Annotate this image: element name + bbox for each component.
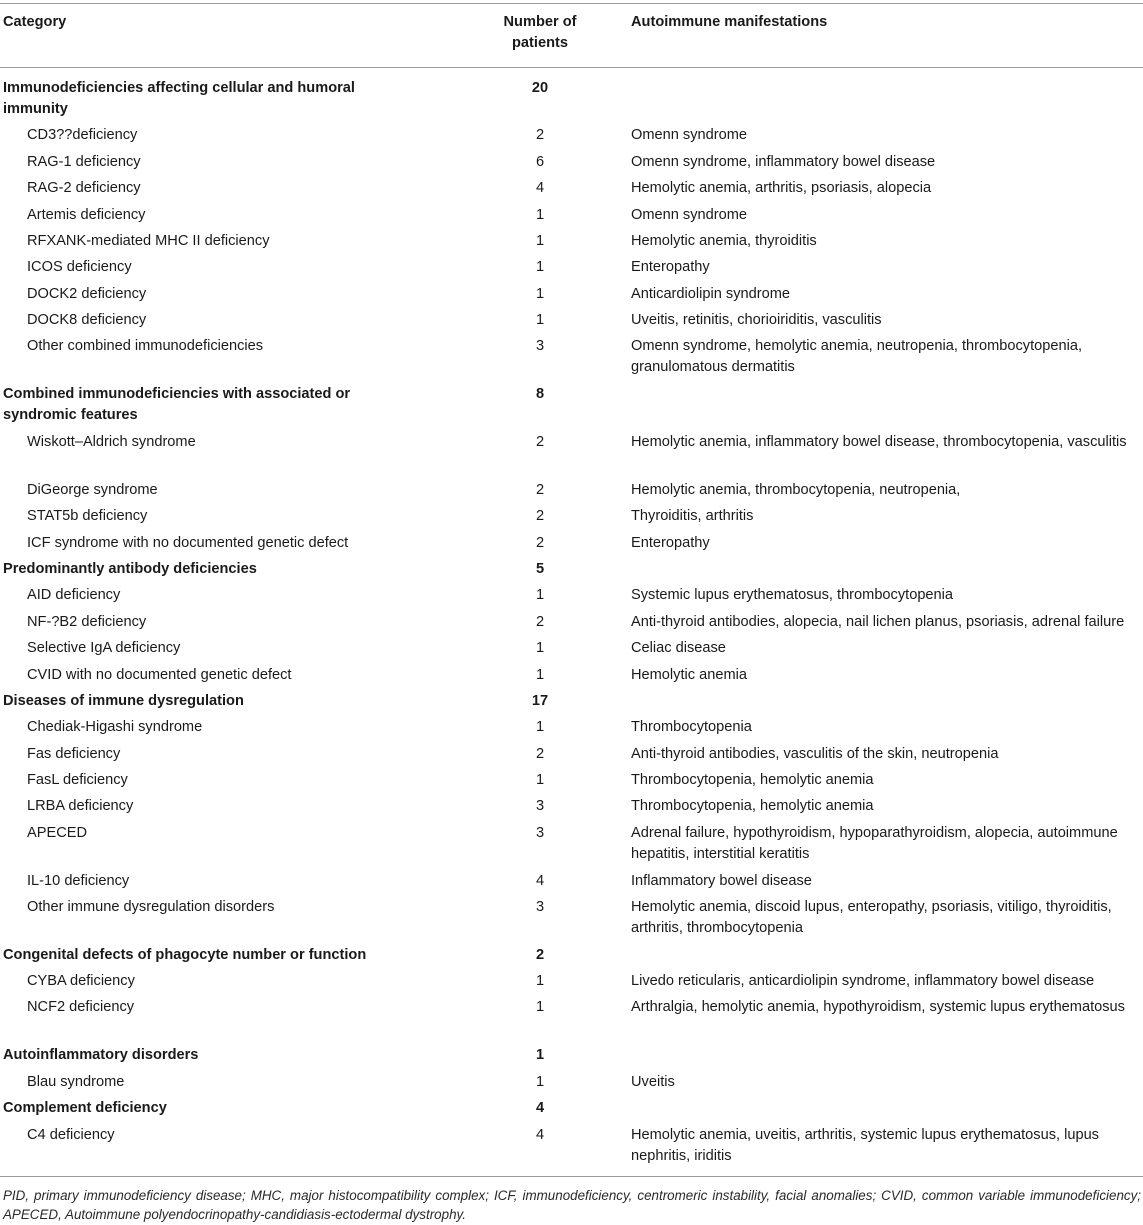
row-disorder-name: Artemis deficiency	[27, 207, 146, 223]
row-manifestations: Uveitis, retinitis, chorioiriditis, vasculitis	[631, 312, 882, 328]
row-manifestations: Thrombocytopenia	[631, 719, 752, 735]
row-disorder-name: ICF syndrome with no documented genetic defect	[27, 535, 349, 551]
row-patient-count: 2	[535, 614, 545, 630]
row-disorder-name: CD3??deficiency	[27, 127, 138, 143]
row-manifestations: Arthralgia, hemolytic anemia, hypothyroidism, systemic lupus erythematosus	[631, 999, 1125, 1015]
column-header-manifestations: Autoimmune manifestations	[631, 14, 828, 30]
row-disorder-name: CYBA deficiency	[27, 973, 135, 989]
row-manifestations: Enteropathy	[631, 535, 710, 551]
row-patient-count: 2	[535, 482, 545, 498]
row-patient-count: 1	[535, 999, 545, 1015]
category-heading: Congenital defects of phagocyte number or function	[3, 947, 367, 963]
row-manifestations: Hemolytic anemia	[631, 667, 747, 683]
row-disorder-name: Blau syndrome	[27, 1074, 125, 1090]
row-manifestations: Systemic lupus erythematosus, thrombocytopenia	[631, 587, 954, 603]
row-disorder-name: IL-10 deficiency	[27, 873, 130, 889]
row-manifestations: Hemolytic anemia, thyroiditis	[631, 233, 817, 249]
row-disorder-name: Other immune dysregulation disorders	[27, 899, 275, 915]
row-disorder-name: Selective IgA deficiency	[27, 640, 181, 656]
category-heading: Immunodeficiencies affecting cellular and humoral immunity	[3, 80, 355, 117]
row-manifestations: Inflammatory bowel disease	[631, 873, 812, 889]
row-patient-count: 1	[535, 719, 545, 735]
row-disorder-name: AID deficiency	[27, 587, 121, 603]
row-manifestations: Anti-thyroid antibodies, alopecia, nail lichen planus, psoriasis, adrenal failure	[631, 614, 1125, 630]
row-patient-count: 1	[535, 233, 545, 249]
row-disorder-name: RAG-2 deficiency	[27, 180, 141, 196]
row-disorder-name: C4 deficiency	[27, 1127, 115, 1143]
table-bottom-rule	[0, 1176, 1143, 1177]
row-manifestations: Anti-thyroid antibodies, vasculitis of the skin, neutropenia	[631, 746, 999, 762]
category-patient-count: 4	[535, 1100, 545, 1116]
row-disorder-name: STAT5b deficiency	[27, 508, 148, 524]
row-disorder-name: CVID with no documented genetic defect	[27, 667, 292, 683]
row-manifestations: Omenn syndrome	[631, 127, 747, 143]
row-patient-count: 4	[535, 873, 545, 889]
row-patient-count: 3	[535, 338, 545, 354]
category-patient-count: 17	[531, 693, 549, 709]
row-patient-count: 2	[535, 746, 545, 762]
row-disorder-name: APECED	[27, 825, 88, 841]
row-manifestations: Hemolytic anemia, arthritis, psoriasis, alopecia	[631, 180, 932, 196]
row-manifestations: Livedo reticularis, anticardiolipin syndrome, inflammatory bowel disease	[631, 973, 1095, 989]
row-patient-count: 1	[535, 587, 545, 603]
category-patient-count: 5	[535, 561, 545, 577]
category-heading: Diseases of immune dysregulation	[3, 693, 244, 709]
row-patient-count: 3	[535, 899, 545, 915]
row-manifestations: Hemolytic anemia, uveitis, arthritis, systemic lupus erythematosus, lupus nephritis, iriditis	[631, 1127, 1099, 1164]
row-manifestations: Omenn syndrome, hemolytic anemia, neutropenia, thrombocytopenia, granulomatous dermatitis	[631, 338, 1083, 375]
row-disorder-name: DOCK8 deficiency	[27, 312, 147, 328]
row-patient-count: 1	[535, 640, 545, 656]
row-patient-count: 4	[535, 180, 545, 196]
row-patient-count: 2	[535, 434, 545, 450]
row-manifestations: Uveitis	[631, 1074, 675, 1090]
row-patient-count: 1	[535, 772, 545, 788]
row-patient-count: 2	[535, 127, 545, 143]
row-patient-count: 4	[535, 1127, 545, 1143]
row-manifestations: Thrombocytopenia, hemolytic anemia	[631, 798, 874, 814]
row-manifestations: Anticardiolipin syndrome	[631, 286, 790, 302]
row-disorder-name: RFXANK-mediated MHC II deficiency	[27, 233, 270, 249]
row-patient-count: 1	[535, 667, 545, 683]
category-patient-count: 8	[535, 386, 545, 402]
row-patient-count: 1	[535, 259, 545, 275]
row-patient-count: 2	[535, 535, 545, 551]
row-patient-count: 6	[535, 154, 545, 170]
category-patient-count: 2	[535, 947, 545, 963]
row-patient-count: 3	[535, 798, 545, 814]
category-heading: Combined immunodeficiencies with associated or syndromic features	[3, 386, 351, 423]
category-patient-count: 1	[535, 1047, 545, 1063]
row-manifestations: Omenn syndrome, inflammatory bowel disease	[631, 154, 936, 170]
row-disorder-name: ICOS deficiency	[27, 259, 132, 275]
row-patient-count: 2	[535, 508, 545, 524]
row-patient-count: 1	[535, 312, 545, 328]
row-patient-count: 1	[535, 286, 545, 302]
row-disorder-name: FasL deficiency	[27, 772, 128, 788]
row-manifestations: Adrenal failure, hypothyroidism, hypoparathyroidism, alopecia, autoimmune hepatitis, interstitial keratitis	[631, 825, 1118, 862]
row-disorder-name: Other combined immunodeficiencies	[27, 338, 264, 354]
header-bottom-rule	[0, 67, 1143, 68]
row-disorder-name: LRBA deficiency	[27, 798, 134, 814]
row-patient-count: 3	[535, 825, 545, 841]
row-manifestations: Omenn syndrome	[631, 207, 747, 223]
category-heading: Predominantly antibody deficiencies	[3, 561, 257, 577]
row-patient-count: 1	[535, 973, 545, 989]
row-disorder-name: NCF2 deficiency	[27, 999, 135, 1015]
row-disorder-name: NF-?B2 deficiency	[27, 614, 147, 630]
row-manifestations: Celiac disease	[631, 640, 726, 656]
row-disorder-name: RAG-1 deficiency	[27, 154, 141, 170]
category-heading: Complement deficiency	[3, 1100, 167, 1116]
row-patient-count: 1	[535, 207, 545, 223]
row-disorder-name: Chediak-Higashi syndrome	[27, 719, 203, 735]
row-manifestations: Enteropathy	[631, 259, 710, 275]
category-heading: Autoinflammatory disorders	[3, 1047, 199, 1063]
row-manifestations: Thyroiditis, arthritis	[631, 508, 754, 524]
row-disorder-name: Fas deficiency	[27, 746, 121, 762]
row-patient-count: 1	[535, 1074, 545, 1090]
column-header-category: Category	[3, 14, 67, 30]
column-header-patients: Number of patients	[503, 14, 577, 51]
category-patient-count: 20	[531, 80, 549, 96]
row-manifestations: Thrombocytopenia, hemolytic anemia	[631, 772, 874, 788]
row-disorder-name: DOCK2 deficiency	[27, 286, 147, 302]
row-manifestations: Hemolytic anemia, inflammatory bowel disease, thrombocytopenia, vasculitis	[631, 434, 1127, 450]
row-manifestations: Hemolytic anemia, discoid lupus, enteropathy, psoriasis, vitiligo, thyroiditis, arthritis, thrombocytopenia	[631, 899, 1112, 936]
table-top-rule	[0, 3, 1143, 4]
row-manifestations: Hemolytic anemia, thrombocytopenia, neutropenia,	[631, 482, 961, 498]
row-disorder-name: DiGeorge syndrome	[27, 482, 158, 498]
table-footnote: PID, primary immunodeficiency disease; MHC, major histocompatibility complex; ICF, immunodeficiency, centromeric instability, facial anomalies; CVID, common variable immunodeficiency; APECED, Autoimmune polyendocrinopathy-candidiasis-ectodermal dystrophy.	[3, 1188, 1141, 1222]
row-disorder-name: Wiskott–Aldrich syndrome	[27, 434, 196, 450]
